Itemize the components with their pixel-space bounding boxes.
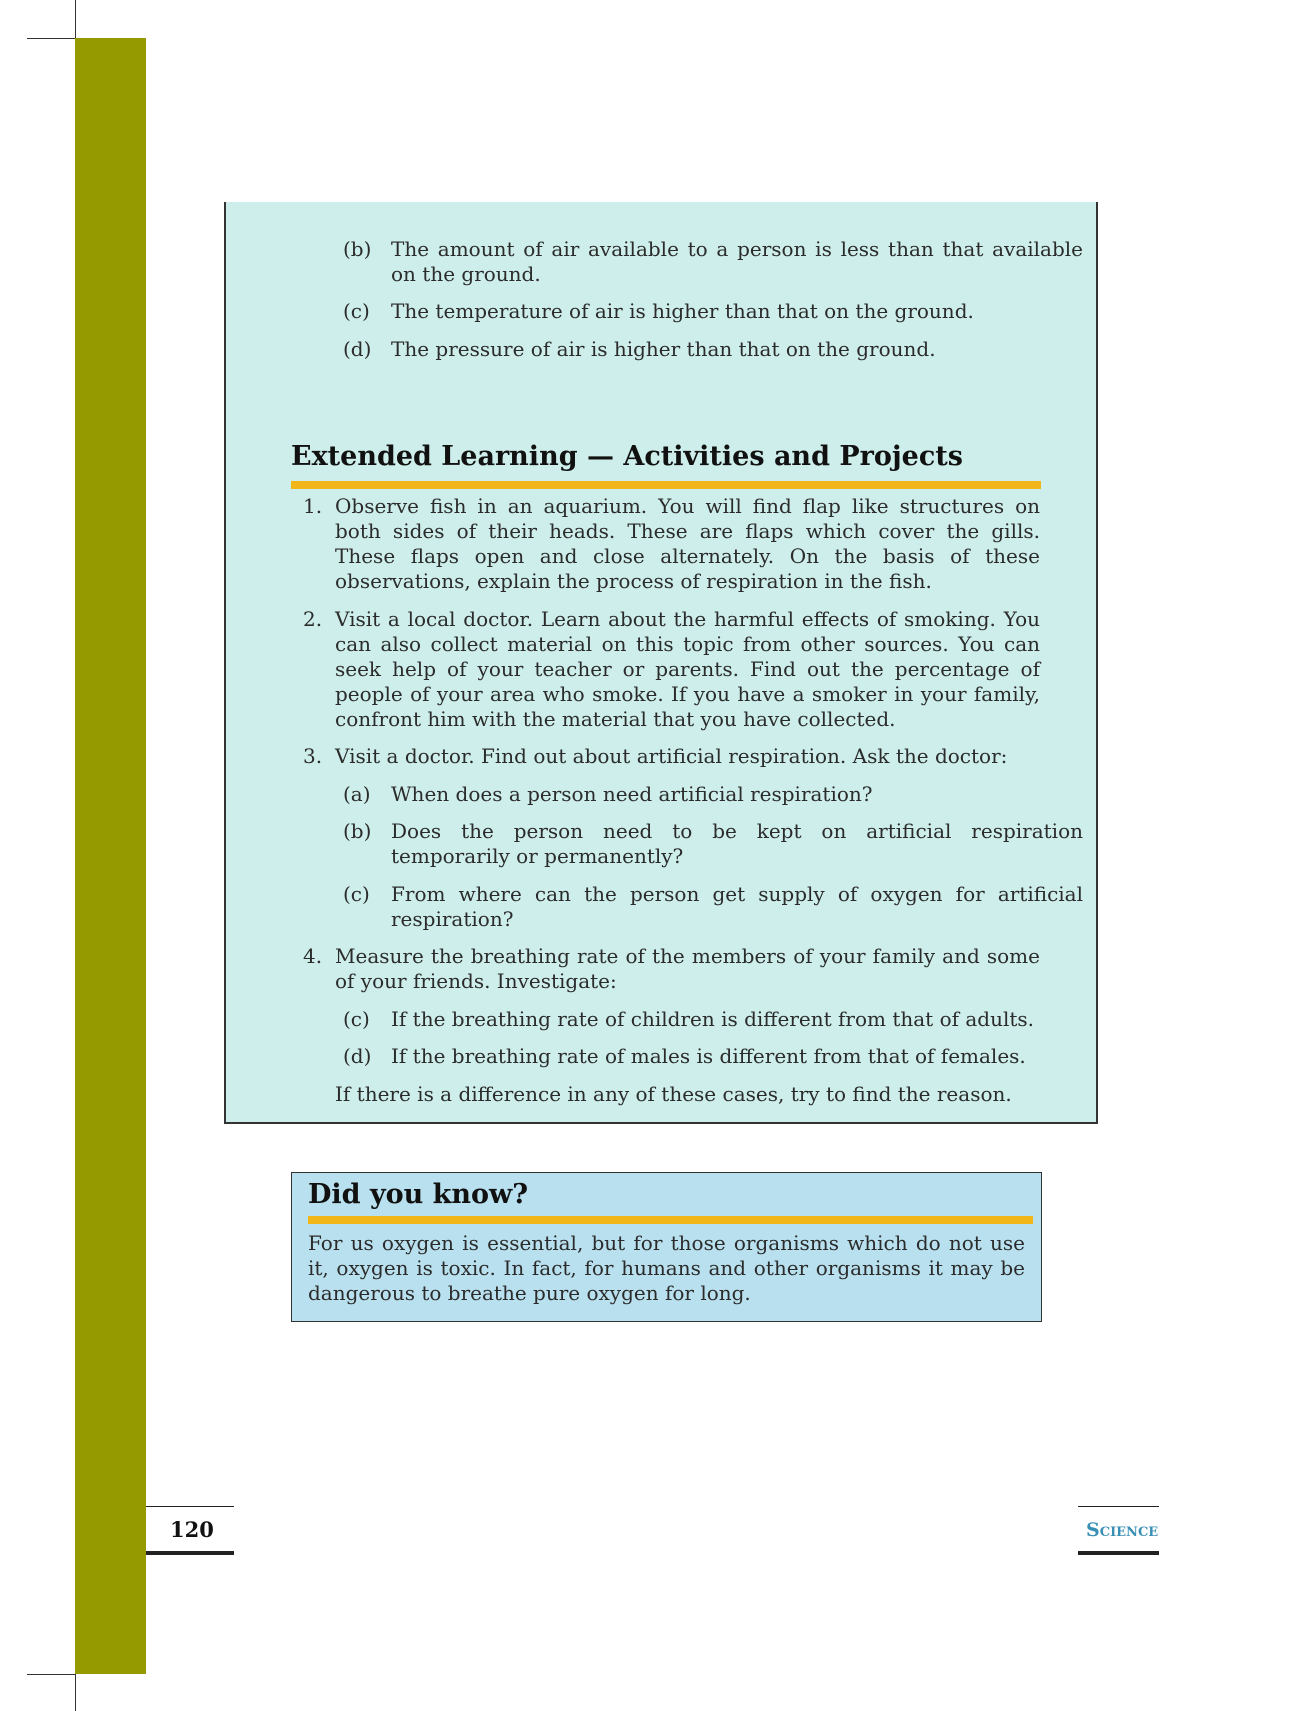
option-text: The amount of air available to a person is less than that available on the ground. (391, 237, 1083, 286)
sub-question-text: If the breathing rate of males is different from that of females. (391, 1044, 1026, 1068)
did-you-know-title: Did you know? (308, 1179, 529, 1210)
activity-text: Measure the breathing rate of the members of your family and some of your friends. Investigate: (335, 944, 1040, 993)
activity-number: 3. (303, 744, 323, 768)
did-you-know-box (291, 1172, 1042, 1322)
activity-number: 1. (303, 494, 323, 518)
footer-rule-bottom (1078, 1551, 1159, 1555)
option-item (343, 299, 1083, 324)
sub-question-text: If the breathing rate of children is different from that of adults. (391, 1007, 1035, 1031)
option-label: (b) (343, 237, 372, 261)
sub-question (343, 782, 1083, 807)
sub-question-label: (c) (343, 882, 370, 906)
sub-question-label: (d) (343, 1044, 372, 1068)
activity-number: 4. (303, 944, 323, 968)
activity-item (303, 494, 1040, 594)
sub-question (343, 1007, 1083, 1032)
sub-question-label: (c) (343, 1007, 370, 1031)
footer-rule-bottom (146, 1551, 234, 1555)
crop-mark (75, 0, 76, 38)
section-title: Extended Learning — Activities and Projects (291, 441, 963, 472)
footer-rule-top (146, 1506, 234, 1507)
crop-mark (27, 38, 75, 39)
page-sidebar-band (75, 38, 146, 1674)
activity-item (303, 607, 1040, 732)
sub-question-text: Does the person need to be kept on artificial respiration temporarily or permanently? (391, 819, 1083, 868)
activity-closing-text: If there is a difference in any of these cases, try to find the reason. (335, 1082, 1012, 1106)
option-label: (c) (343, 299, 370, 323)
activity-text: Visit a doctor. Find out about artificial respiration. Ask the doctor: (335, 744, 1008, 768)
option-item (343, 337, 1083, 362)
footer-rule-top (1078, 1506, 1159, 1507)
sub-question-text: When does a person need artificial respiration? (391, 782, 873, 806)
crop-mark (27, 1674, 75, 1675)
sub-question-label: (a) (343, 782, 371, 806)
sub-question (343, 819, 1083, 869)
crop-mark (75, 1674, 76, 1711)
option-item (343, 237, 1083, 287)
section-title-underline (291, 481, 1041, 489)
activity-item (303, 744, 1040, 769)
book-title: Science (1086, 1519, 1159, 1541)
option-text: The pressure of air is higher than that on the ground. (391, 337, 936, 361)
activity-text: Observe fish in an aquarium. You will find flap like structures on both sides of their heads. These are flaps which cover the gills. These flaps open and close alternately. On the basis of these observations, explain the process of respiration in the fish. (335, 494, 1040, 593)
did-you-know-text: For us oxygen is essential, but for those organisms which do not use it, oxygen is toxic. In fact, for humans and other organisms it may be dangerous to breathe pure oxygen for long. (308, 1231, 1025, 1305)
option-label: (d) (343, 337, 372, 361)
did-you-know-underline (308, 1216, 1033, 1224)
sub-question (343, 882, 1083, 932)
sub-question-text: From where can the person get supply of oxygen for artificial respiration? (391, 882, 1083, 931)
sub-question-label: (b) (343, 819, 372, 843)
sub-question (343, 1044, 1083, 1069)
activity-item (303, 944, 1040, 994)
activity-text: Visit a local doctor. Learn about the harmful effects of smoking. You can also collect material on this topic from other sources. You can seek help of your teacher or parents. Find out the percentage of people of your area who smoke. If you have a smoker in your family, confront him with the material that you have collected. (335, 607, 1040, 731)
option-text: The temperature of air is higher than that on the ground. (391, 299, 974, 323)
activity-number: 2. (303, 607, 323, 631)
page-number: 120 (170, 1517, 214, 1542)
